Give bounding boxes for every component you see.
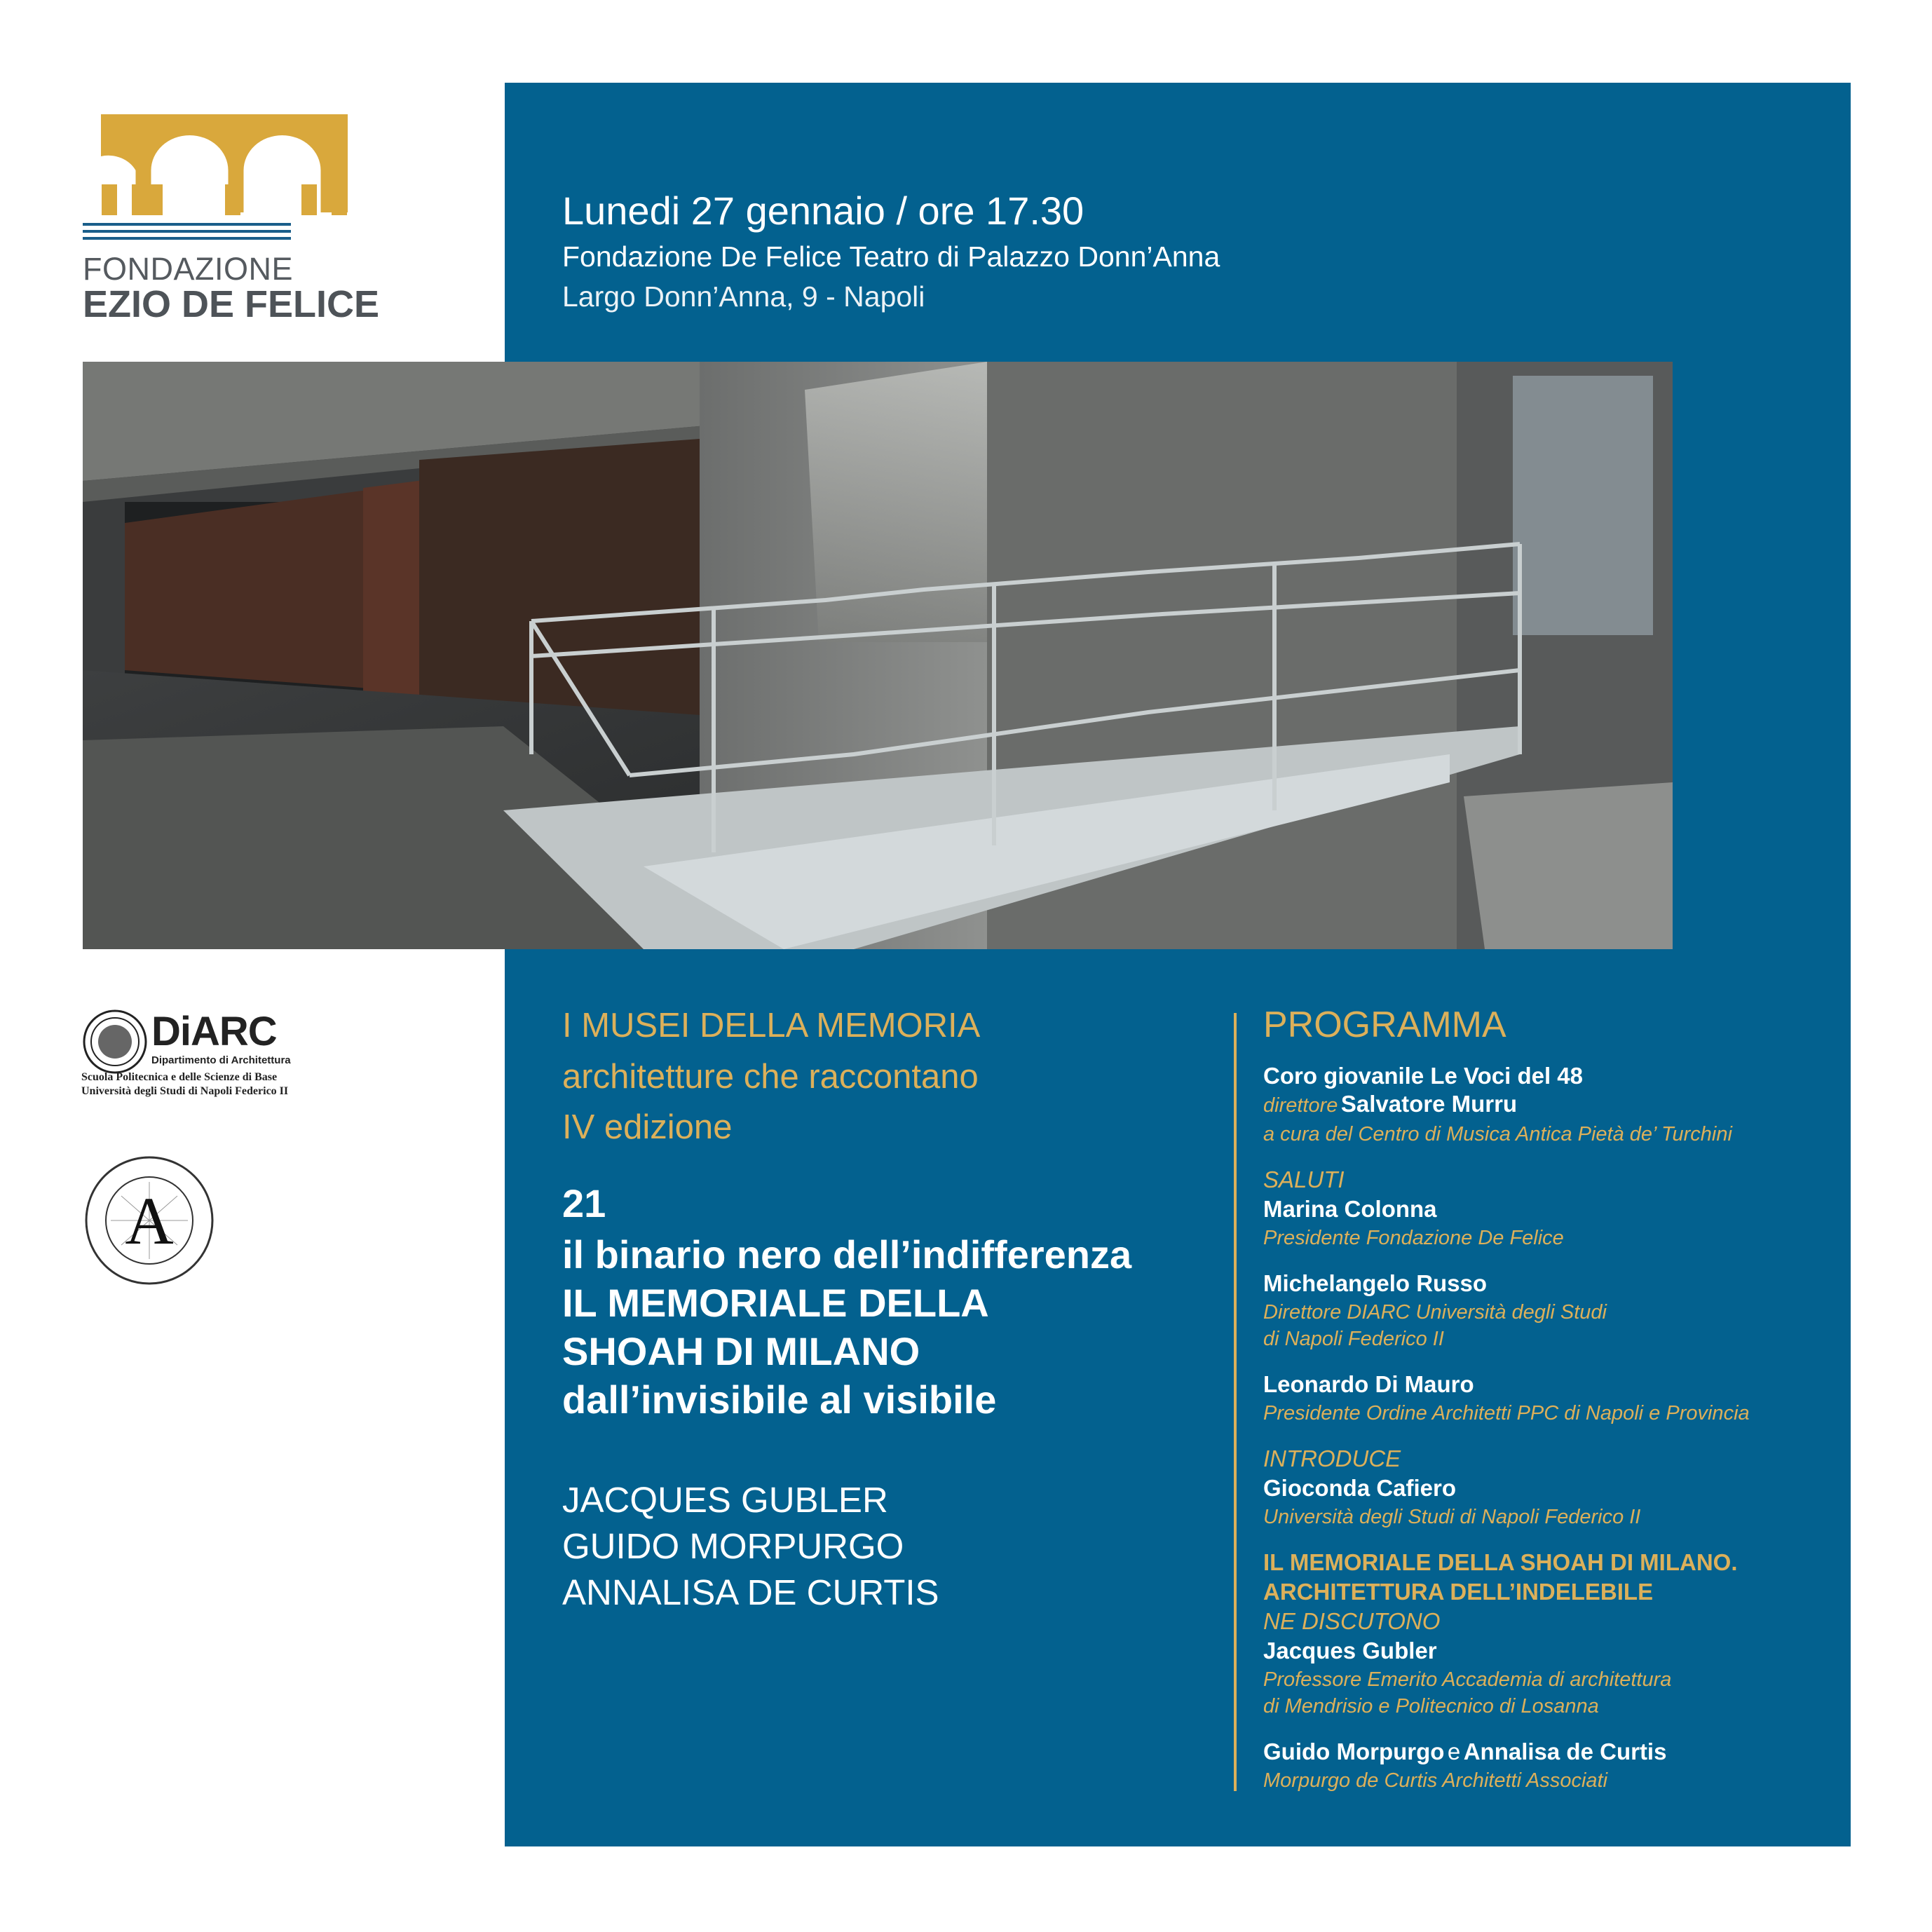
ordine-architetti-seal	[83, 1154, 216, 1287]
architects-seal-icon	[83, 1154, 216, 1287]
program-p2-name: Michelangelo Russo	[1263, 1270, 1488, 1296]
event-title-line3: SHOAH DI MILANO	[562, 1329, 920, 1373]
event-venue: Fondazione De Felice Teatro di Palazzo Donn’Anna	[562, 240, 1220, 273]
speaker-2: GUIDO MORPURGO	[562, 1526, 904, 1566]
program-p1-name: Marina Colonna	[1263, 1196, 1437, 1222]
speaker-1: JACQUES GUBLER	[562, 1480, 888, 1520]
program-p3-name: Leonardo Di Mauro	[1263, 1371, 1474, 1397]
program-coro-cura: a cura del Centro di Musica Antica Pietà de’ Turchini	[1263, 1123, 1732, 1145]
svg-text:A: A	[125, 1183, 174, 1258]
program-p3-role: Presidente Ordine Architetti PPC di Napoli e Provincia	[1263, 1402, 1750, 1424]
direttore-name: Salvatore Murru	[1340, 1091, 1518, 1117]
event-title-line4: dall’invisibile al visibile	[562, 1377, 997, 1422]
program-p2-role2: di Napoli Federico II	[1263, 1328, 1444, 1350]
series-edition: IV edizione	[562, 1108, 733, 1146]
diarc-dept: Dipartimento di Architettura	[151, 1054, 291, 1066]
program-p6-names	[1263, 1739, 1666, 1765]
diarc-logo	[81, 1008, 313, 1097]
program-p6-and: e	[1447, 1739, 1461, 1764]
university-seal-icon	[81, 1008, 149, 1075]
program-coro: Coro giovanile Le Voci del 48	[1263, 1063, 1584, 1089]
event-title-line1: il binario nero dell’indifferenza	[562, 1232, 1132, 1277]
diarc-school: Scuola Politecnica e delle Scienze di Base	[81, 1071, 278, 1083]
diarc-name: DiARC	[151, 1009, 277, 1054]
program-p5-name: Jacques Gubler	[1263, 1638, 1437, 1664]
memorial-photo	[83, 362, 1673, 949]
program-p2-role1: Direttore DIARC Università degli Studi	[1263, 1301, 1607, 1324]
event-number: 21	[562, 1181, 606, 1225]
program-discutono: NE DISCUTONO	[1263, 1608, 1441, 1634]
series-subtitle: architetture che raccontano	[562, 1058, 979, 1096]
program-saluti: SALUTI	[1263, 1166, 1345, 1192]
program-p6-name-b: Annalisa de Curtis	[1463, 1739, 1667, 1764]
program-p5-role1: Professore Emerito Accademia di architettura	[1263, 1668, 1672, 1691]
program-talk-line1: IL MEMORIALE DELLA SHOAH DI MILANO.	[1263, 1549, 1738, 1575]
program-title: PROGRAMMA	[1263, 1005, 1506, 1045]
logo-line2: EZIO DE FELICE	[83, 283, 380, 325]
diarc-university: Università degli Studi di Napoli Federico II	[81, 1085, 289, 1097]
direttore-label: direttore	[1263, 1094, 1338, 1117]
program-introduce: INTRODUCE	[1263, 1445, 1401, 1471]
fondazione-logo	[83, 111, 380, 325]
program-talk-line2: ARCHITETTURA DELL’INDELEBILE	[1263, 1579, 1654, 1605]
program-p6-role: Morpurgo de Curtis Architetti Associati	[1263, 1769, 1608, 1792]
program-direttore	[1263, 1091, 1517, 1117]
logo-line1: FONDAZIONE	[83, 251, 294, 287]
event-date: Lunedi 27 gennaio / ore 17.30	[562, 189, 1084, 233]
program-divider	[1234, 1013, 1237, 1791]
speaker-3: ANNALISA DE CURTIS	[562, 1572, 939, 1612]
program-p4-name: Gioconda Cafiero	[1263, 1475, 1457, 1501]
arches-logo-icon	[83, 111, 377, 251]
series-title: I MUSEI DELLA MEMORIA	[562, 1007, 981, 1045]
event-address: Largo Donn’Anna, 9 - Napoli	[562, 280, 925, 313]
program-p1-role: Presidente Fondazione De Felice	[1263, 1227, 1564, 1249]
program-p5-role2: di Mendrisio e Politecnico di Losanna	[1263, 1695, 1599, 1717]
program-p6-name-a: Guido Morpurgo	[1263, 1739, 1445, 1764]
memorial-photo-illustration	[83, 362, 1673, 949]
program-p4-role: Università degli Studi di Napoli Federico II	[1263, 1506, 1641, 1528]
event-title-line2: IL MEMORIALE DELLA	[562, 1281, 989, 1325]
